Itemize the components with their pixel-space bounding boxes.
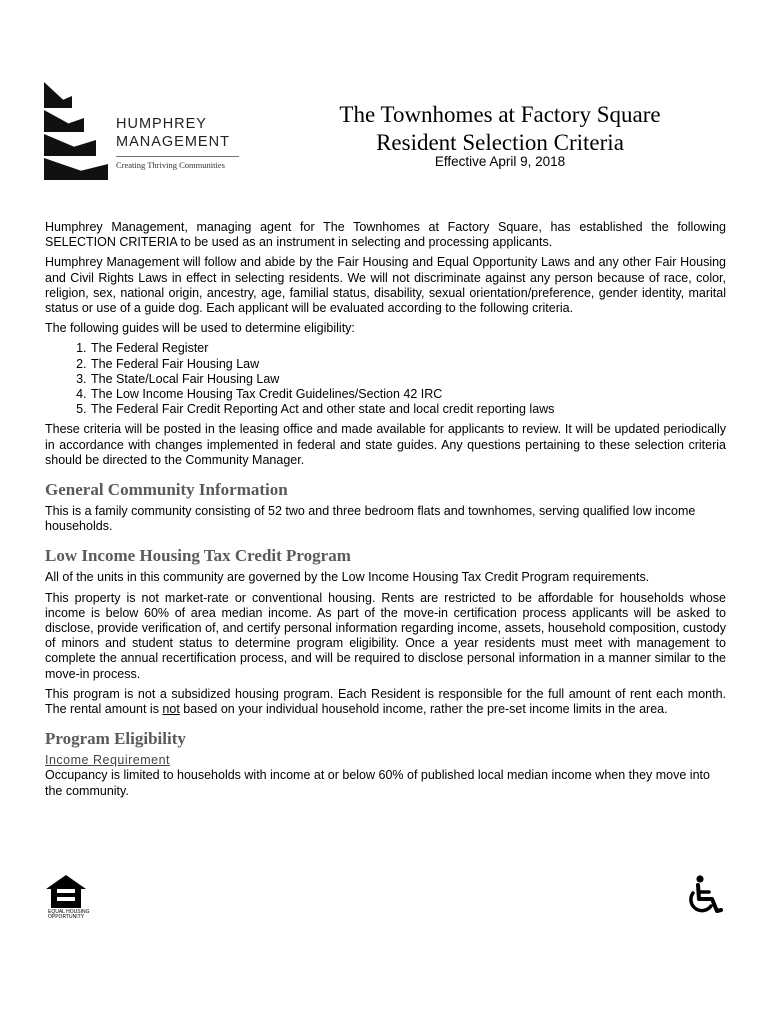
humphrey-management-logo xyxy=(44,82,244,182)
logo-tagline: Creating Thriving Communities xyxy=(116,160,225,170)
lihtc-p3-start: This program is not a subsidized housing program. Each Resident is responsible for the full amount of rent each month. The rental amount is xyxy=(45,686,726,717)
logo-mark-icon xyxy=(44,82,108,180)
equal-housing-caption xyxy=(48,910,92,920)
equal-housing-house-icon xyxy=(46,875,86,909)
title-line-1: The Townhomes at Factory Square xyxy=(339,102,661,127)
list-item: 1. The Federal Register xyxy=(90,341,726,356)
list-item: 2. The Federal Fair Housing Law xyxy=(90,357,726,372)
intro-paragraph-1: Humphrey Management, managing agent for The Townhomes at Factory Square, has established the following SELECTION CRITERIA to be used as an instrument in selecting and processing applicants. xyxy=(45,220,726,250)
equal-housing-logo xyxy=(46,875,90,921)
effective-date: Effective April 9, 2018 xyxy=(434,154,566,169)
intro-paragraph-4: These criteria will be posted in the leasing office and made available for applicants to review. It will be updated periodically in accordance with changes implemented in federal and state guides. Any questions pertaining to these selection criteria should be directed to the Community Manager. xyxy=(45,422,726,467)
document-body xyxy=(45,220,726,804)
logo-brand-line1: HUMPHREY xyxy=(116,116,207,132)
list-item: 3. The State/Local Fair Housing Law xyxy=(90,372,726,387)
income-requirement-subheading: Income Requirement xyxy=(45,753,171,768)
intro-paragraph-2: Humphrey Management will follow and abide by the Fair Housing and Equal Opportunity Laws and any other Fair Housing and Civil Rights Laws in effect in selecting residents. We will not discriminate against any person because of race, color, religion, sex, national origin, ancestry, age, familial status, disability, sexual orientation/preference, gender identity, marital status or use of a guide dog. Each applicant will be evaluated according to the following criteria. xyxy=(45,255,726,316)
lihtc-heading: Low Income Housing Tax Credit Program xyxy=(45,546,351,566)
lihtc-paragraph-1: All of the units in this community are governed by the Low Income Housing Tax Credit Program requirements. xyxy=(45,570,650,585)
lihtc-paragraph-2: This property is not market-rate or conventional housing. Rents are restricted to be affordable for households whose income is below 60% of area median income. As part of the move-in certification process applicants will be asked to disclose, provide verification of, and certify personal information regarding income, assets, household composition, custody of minors and student status to determine program eligibility. Once a year residents must meet with management to complete the annual recertification process, and will be required to disclose personal information in a manner similar to the move-in process. xyxy=(45,590,726,681)
lihtc-paragraph-3 xyxy=(45,687,726,717)
program-eligibility-heading: Program Eligibility xyxy=(45,729,186,749)
general-info-paragraph: This is a family community consisting of 52 two and three bedroom flats and townhomes, serving qualified low income households. xyxy=(45,504,696,534)
general-info-heading: General Community Information xyxy=(45,480,288,500)
guides-list xyxy=(45,341,726,417)
logo-brand-line2: MANAGEMENT xyxy=(116,134,230,150)
accessibility-logo xyxy=(684,875,724,917)
income-requirement-paragraph: Occupancy is limited to households with income at or below 60% of published local median income when they move into the community. xyxy=(45,768,710,798)
wheelchair-icon xyxy=(684,875,724,917)
list-item: 4. The Low Income Housing Tax Credit Guidelines/Section 42 IRC xyxy=(90,387,726,402)
equal-housing-caption-line2: OPPORTUNITY xyxy=(48,914,85,920)
page-title xyxy=(290,101,710,157)
logo-divider xyxy=(116,156,239,157)
title-line-2: Resident Selection Criteria xyxy=(376,130,624,155)
intro-paragraph-3: The following guides will be used to determine eligibility: xyxy=(45,321,355,336)
equal-housing-caption-line1: EQUAL HOUSING xyxy=(48,909,90,915)
list-item: 5. The Federal Fair Credit Reporting Act and other state and local credit reporting laws xyxy=(90,402,726,417)
emphasis-not: not xyxy=(162,702,180,717)
lihtc-p3-end: based on your individual household income, rather the pre-set income limits in the area. xyxy=(179,702,668,717)
